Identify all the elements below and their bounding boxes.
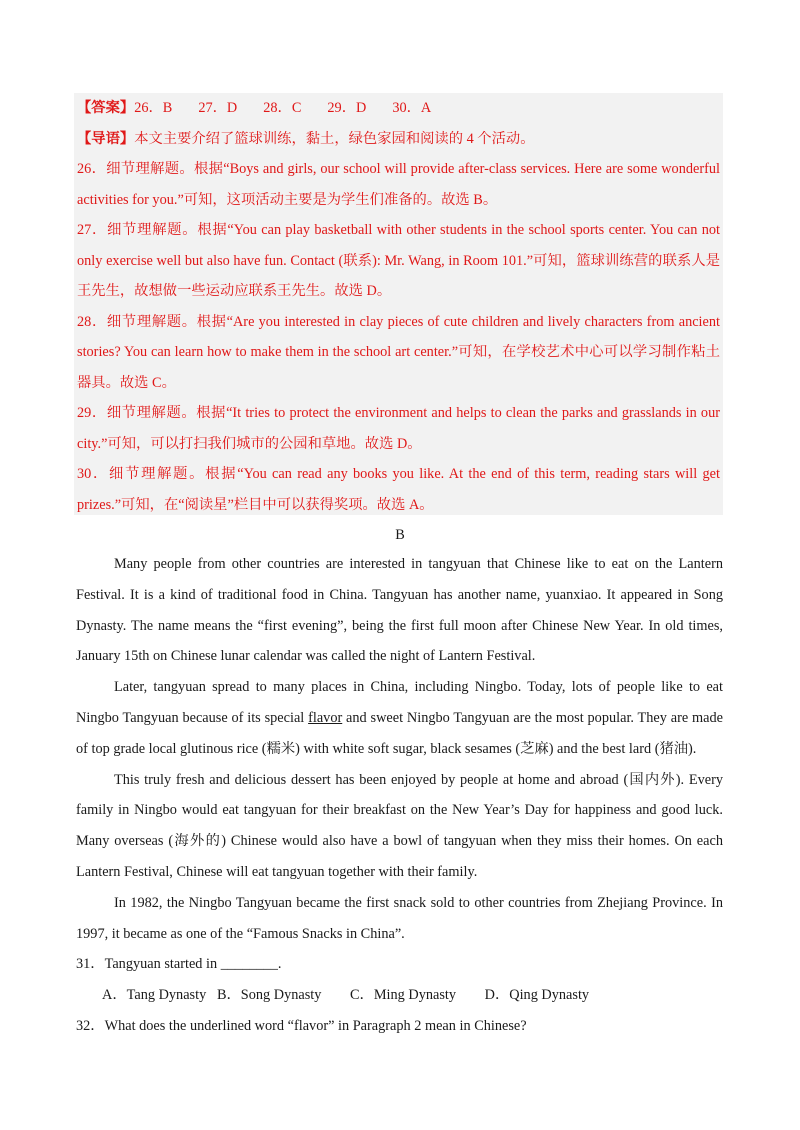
explanation-30: 30．细节理解题。根据“You can read any books you like. At the end of this term, reading stars will get prizes.”可知，在“阅读星”栏目中可以获得奖项。故选 A。 (77, 466, 720, 513)
explanation-29: 29．细节理解题。根据“It tries to protect the environment and helps to clean the parks and grasslands in our city.”可知，可以打扫我们城市的公园和草地。故选 D。 (77, 405, 720, 452)
answer-28: 28．C (263, 100, 302, 116)
question-31-options: A．Tang Dynasty B．Song Dynasty C．Ming Dynasty D．Qing Dynasty (102, 987, 590, 1004)
answer-30: 30．A (392, 100, 432, 116)
question-32: 32．What does the underlined word “flavor” in Paragraph 2 mean in Chinese? (76, 1017, 527, 1034)
question-31: 31．Tangyuan started in ________. (76, 956, 282, 973)
answer-27: 27．D (198, 100, 238, 116)
guide-tag: 【导语】 (77, 130, 135, 147)
explanation-26: 26．细节理解题。根据“Boys and girls, our school will provide after-class services. Here are some wonderful activities for you.”可知，这项活动主要是为学生们准备的。故选 B。 (77, 161, 720, 208)
p2-text-before: Later, tangyuan spread to many places in China, including Ningbo. Today, lots of people like to eat Ningbo Tangyuan because of its special (76, 679, 723, 726)
guide-text: 本文主要介绍了篮球训练，黏土，绿色家园和阅读的 4 个活动。 (134, 130, 535, 147)
explanation-27: 27．细节理解题。根据“You can play basketball with other students in the school sports center. You can not only exercise well but also have fun. Contact (联系): Mr. Wang, in Room 101.”可知，篮球训练营的联系人是王先生，故想做一些运动应联系王先生。故选 D。 (77, 222, 720, 299)
explanation-28: 28．细节理解题。根据“Are you interested in clay pieces of cute children and lively characters from ancient stories? You can learn how to make them in the school art center.”可知，在学校艺术中心可以学习制作粘土器具。故选 C。 (77, 313, 720, 391)
answer-line (77, 93, 720, 124)
answer-explanation-box (74, 93, 723, 515)
underlined-word-flavor: flavor (308, 709, 343, 726)
p2-text-after: and sweet Ningbo Tangyuan are the most popular. They are made of top grade local glutinous rice (糯米) with white soft sugar, black sesames (芝麻) and the best lard (猪油). (76, 709, 723, 757)
guide-line (77, 124, 720, 155)
reading-passage (76, 549, 723, 1042)
passage-paragraph-1: Many people from other countries are interested in tangyuan that Chinese like to eat on the Lantern Festival. It is a kind of traditional food in China. Tangyuan has another name, yuanxiao. It appeared in Song Dynasty. The name means the “first evening”, being the first full moon after Chinese New Year. In old times, January 15th on Chinese lunar calendar was called the night of Lantern Festival. (76, 556, 723, 665)
answer-tag: 【答案】 (77, 100, 135, 116)
answer-29: 29．D (327, 100, 367, 116)
passage-paragraph-3: This truly fresh and delicious dessert has been enjoyed by people at home and abroad (国内外). Every family in Ningbo would eat tangyuan for their breakfast on the New Year’s Day for happiness and good luck. Many overseas (海外的) Chinese would also have a bowl of tangyuan when they miss their homes. On each Lantern Festival, Chinese will eat tangyuan together with their family. (76, 771, 723, 880)
passage-paragraph-2 (76, 672, 723, 764)
answer-26: 26．B (134, 100, 173, 116)
section-heading: B (395, 527, 405, 543)
passage-paragraph-4: In 1982, the Ningbo Tangyuan became the first snack sold to other countries from Zhejiang Province. In 1997, it became as one of the “Famous Snacks in China”. (76, 894, 723, 942)
